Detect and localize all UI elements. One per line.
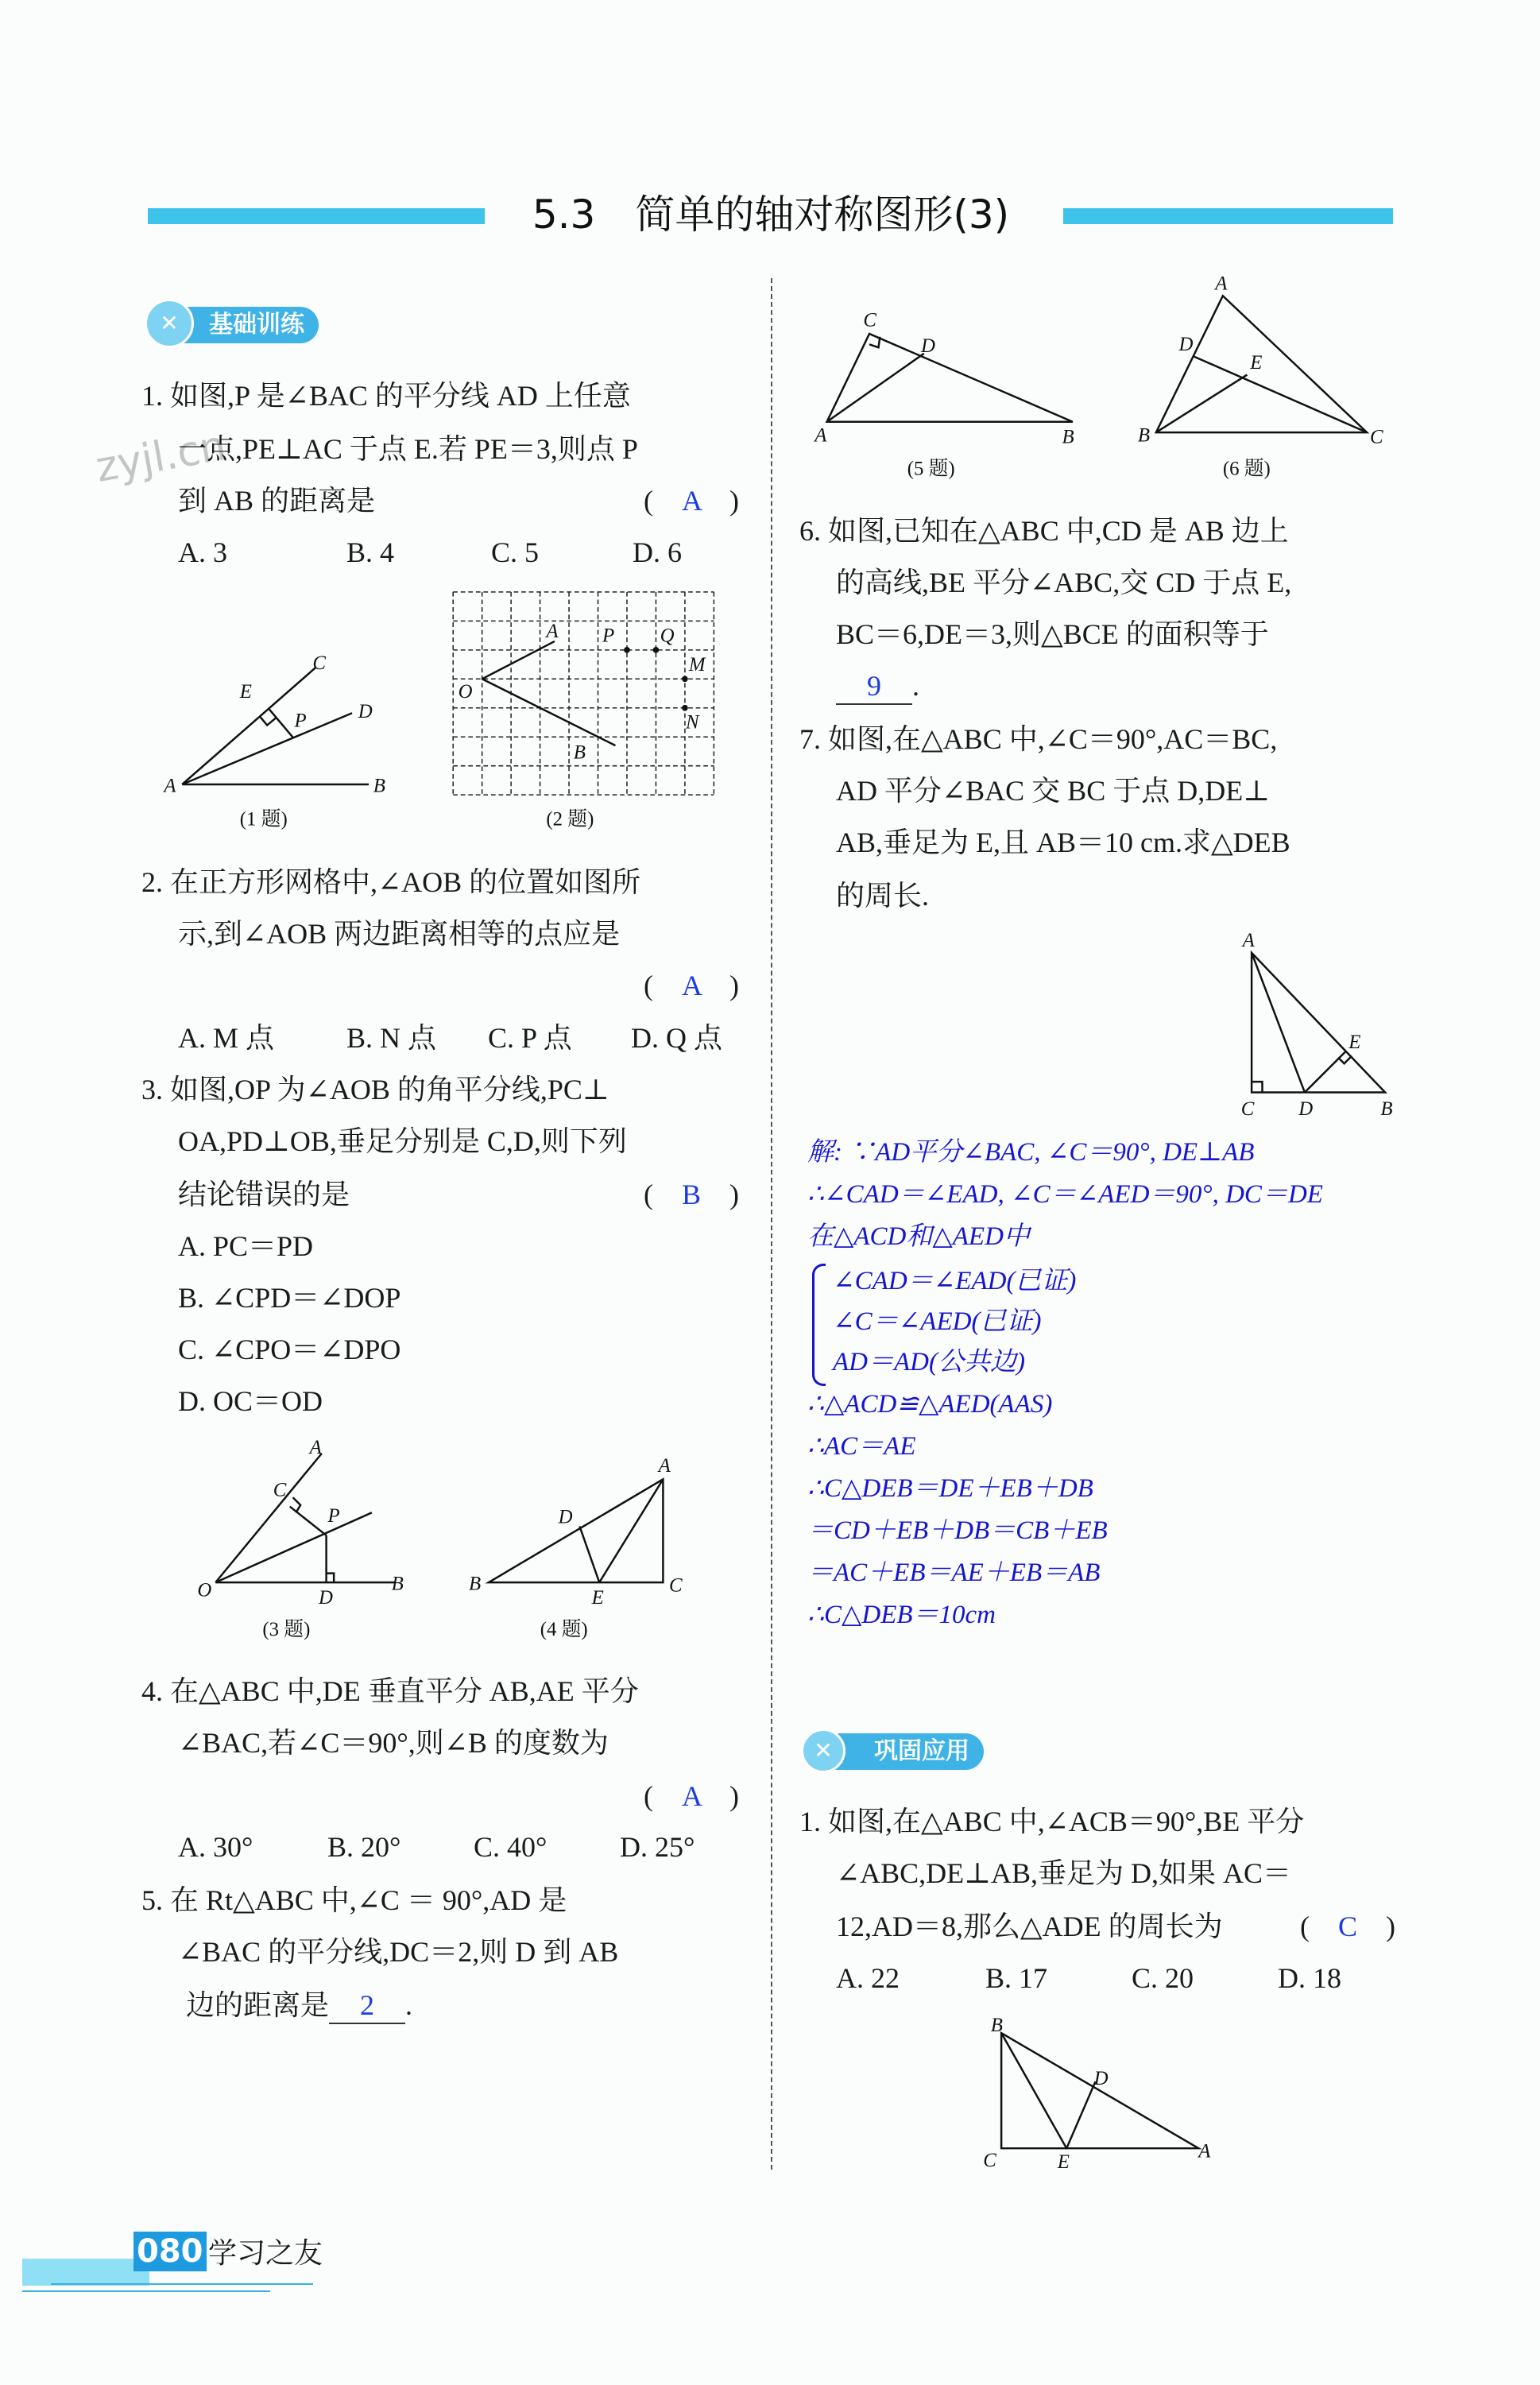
- answer: A: [682, 485, 702, 517]
- section-badge-basic: 基础训练: [171, 307, 319, 343]
- label: E: [239, 681, 252, 703]
- q4-option: A. 30°: [178, 1831, 253, 1863]
- q2-option: B. N 点: [346, 1022, 437, 1054]
- column-divider: [771, 278, 772, 2170]
- q4-option: C. 40°: [474, 1831, 548, 1863]
- label: D: [358, 700, 373, 722]
- page-title: 5.3 简单的轴对称图形(3): [532, 192, 1010, 238]
- label: B: [391, 1573, 404, 1595]
- label: B: [1380, 1098, 1393, 1121]
- title-bar-right: [1063, 208, 1393, 224]
- label: A: [1198, 2140, 1211, 2162]
- caption: (3 题): [262, 1618, 311, 1640]
- x-icon: ✕: [145, 299, 194, 348]
- q4-answer: ( A ): [644, 1780, 740, 1812]
- b1-answer: ( C ): [1300, 1911, 1396, 1942]
- b1-option: B. 17: [985, 1962, 1048, 1994]
- label: C: [1240, 1098, 1255, 1121]
- label: E: [1057, 2151, 1070, 2174]
- q7-line: 7. 如图,在△ABC 中,∠C＝90°,AC＝BC,: [799, 723, 1278, 755]
- caption: (1 题): [239, 808, 288, 830]
- q4-option: B. 20°: [327, 1831, 401, 1863]
- solution-line: ∴△ACD≌△AED(AAS): [807, 1390, 1053, 1419]
- q1-answer: ( A ): [644, 485, 740, 517]
- q2-option: D. Q 点: [631, 1022, 722, 1054]
- solution-line: ∴∠CAD＝∠EAD, ∠C＝∠AED＝90°, DC＝DE: [807, 1180, 1323, 1209]
- label: M: [688, 653, 706, 676]
- q4-option: D. 25°: [620, 1831, 695, 1863]
- q3-option: B. ∠CPD＝∠DOP: [178, 1282, 401, 1314]
- label: A: [658, 1454, 671, 1477]
- label: O: [458, 681, 473, 703]
- label: D: [920, 335, 935, 357]
- solution-line: ∠CAD＝∠EAD(已证): [833, 1267, 1077, 1295]
- label: C: [863, 309, 876, 331]
- figure-4: [469, 1455, 683, 1640]
- b1-option: D. 18: [1278, 1962, 1341, 1994]
- label: A: [1215, 273, 1228, 295]
- label: D: [319, 1586, 333, 1609]
- q5-answer-blank: 2: [329, 1988, 405, 2024]
- b1-line: 1. 如图,在△ABC 中,∠ACB＝90°,BE 平分: [799, 1806, 1305, 1837]
- label: B: [469, 1573, 482, 1595]
- answer: A: [682, 1780, 702, 1812]
- label: B: [573, 741, 586, 764]
- solution-line: AD＝AD(公共边): [833, 1348, 1025, 1376]
- caption: (5 题): [907, 458, 955, 480]
- figure-3: [197, 1437, 404, 1640]
- label: E: [591, 1586, 604, 1609]
- q1-line: 1. 如图,P 是∠BAC 的平分线 AD 上任意: [141, 380, 631, 412]
- q4-line: ∠BAC,若∠C＝90°,则∠B 的度数为: [178, 1727, 609, 1759]
- b1-line: 12,AD＝8,那么△ADE 的周长为: [836, 1911, 1223, 1942]
- q2-line: 示,到∠AOB 两边距离相等的点应是: [178, 918, 621, 950]
- label: P: [602, 625, 615, 647]
- q2-option: A. M 点: [178, 1022, 275, 1054]
- q6-line: 的高线,BE 平分∠ABC,交 CD 于点 E,: [836, 567, 1292, 598]
- page-number: 080: [133, 2232, 207, 2271]
- section-badge-apply: 巩固应用: [834, 1733, 984, 1770]
- label: D: [1093, 2068, 1109, 2090]
- q1-line: 一点,PE⊥AC 于点 E.若 PE＝3,则点 P: [178, 433, 638, 465]
- label: B: [1137, 424, 1151, 447]
- q1-option: A. 3: [178, 536, 227, 568]
- q6-line: BC＝6,DE＝3,则△BCE 的面积等于: [836, 618, 1269, 650]
- solution-line: ＝AC＋EB＝AE＋EB＝AB: [807, 1558, 1101, 1587]
- q5-text: 边的距离是: [186, 1989, 330, 2021]
- solution-line: 解: ∵AD平分∠BAC, ∠C＝90°, DE⊥AB: [807, 1138, 1255, 1167]
- label: A: [309, 1436, 322, 1458]
- title-bar-left: [148, 208, 485, 224]
- label: E: [1250, 351, 1263, 374]
- label: A: [164, 775, 176, 797]
- q2-answer: ( A ): [644, 970, 740, 1001]
- label: B: [1062, 426, 1074, 448]
- caption: (4 题): [540, 1618, 588, 1640]
- solution-line: ＝CD＋EB＋DB＝CB＋EB: [807, 1516, 1108, 1545]
- watermark: zyjl.cn: [92, 422, 230, 492]
- answer: B: [682, 1179, 702, 1210]
- label: Q: [660, 625, 675, 647]
- q1-option: D. 6: [633, 536, 682, 568]
- q5-line: ∠BAC 的平分线,DC＝2,则 D 到 AB: [178, 1936, 619, 1968]
- label: E: [1348, 1032, 1361, 1054]
- label: C: [669, 1574, 683, 1597]
- caption: (6 题): [1222, 458, 1271, 480]
- x-icon: ✕: [801, 1729, 845, 1773]
- q5-line: 5. 在 Rt△ABC 中,∠C ＝ 90°,AD 是: [141, 1884, 567, 1916]
- q6-line: 9 .: [836, 668, 919, 705]
- b1-line: ∠ABC,DE⊥AB,垂足为 D,如果 AC＝: [836, 1857, 1292, 1889]
- label: A: [1242, 930, 1255, 952]
- footer-brand: 学习之友: [208, 2237, 323, 2269]
- b1-option: A. 22: [836, 1962, 900, 1994]
- label: D: [1298, 1098, 1314, 1121]
- q2-line: 2. 在正方形网格中,∠AOB 的位置如图所: [141, 866, 641, 898]
- q3-option: C. ∠CPO＝∠DPO: [178, 1334, 401, 1365]
- answer: C: [1338, 1911, 1358, 1942]
- answer: A: [682, 970, 702, 1001]
- q3-line: 3. 如图,OP 为∠AOB 的角平分线,PC⊥: [141, 1074, 609, 1105]
- label: C: [273, 1479, 287, 1501]
- q3-line: 结论错误的是: [178, 1179, 350, 1210]
- q2-option: C. P 点: [488, 1022, 572, 1054]
- q6-line: 6. 如图,已知在△ABC 中,CD 是 AB 边上: [799, 515, 1289, 547]
- q7-line: 的周长.: [836, 880, 930, 912]
- label: C: [983, 2150, 996, 2172]
- label: D: [558, 1506, 573, 1528]
- q1-option: C. 5: [491, 536, 540, 568]
- label: C: [1370, 426, 1383, 448]
- solution-line: 在△ACD和△AED中: [807, 1222, 1030, 1251]
- q1-option: B. 4: [346, 536, 395, 568]
- label: P: [294, 710, 307, 732]
- q3-option: A. PC＝PD: [178, 1230, 314, 1262]
- label: A: [546, 620, 559, 642]
- label: D: [1178, 333, 1194, 355]
- label: P: [327, 1504, 340, 1527]
- footer-rule: [22, 2290, 270, 2292]
- solution-line: ∴AC＝AE: [807, 1432, 916, 1461]
- label: B: [373, 775, 385, 797]
- caption: (2 题): [546, 808, 594, 830]
- label: N: [686, 711, 699, 734]
- figure-1: [162, 652, 385, 830]
- label: C: [312, 652, 326, 674]
- solution-line: ∠C＝∠AED(已证): [833, 1307, 1042, 1336]
- figure-8: [983, 2015, 1211, 2173]
- q7-line: AB,垂足为 E,且 AB＝10 cm.求△DEB: [836, 827, 1290, 858]
- q1-line: 到 AB 的距离是: [178, 485, 376, 517]
- q4-line: 4. 在△ABC 中,DE 垂直平分 AB,AE 平分: [141, 1675, 639, 1707]
- q3-answer: ( B ): [644, 1179, 740, 1210]
- solution-line: ∴C△DEB＝10cm: [807, 1601, 996, 1629]
- footer-rule: [51, 2283, 313, 2285]
- label: O: [197, 1579, 212, 1601]
- brace: [812, 1264, 826, 1386]
- label: B: [990, 2015, 1003, 2037]
- footer-stripe: [22, 2259, 149, 2286]
- figure-7: [1241, 930, 1393, 1120]
- q3-option: D. OC＝OD: [178, 1385, 323, 1417]
- figure-5: [813, 309, 1074, 479]
- label: A: [814, 424, 827, 447]
- q5-line: 边的距离是 2 .: [186, 1988, 412, 2024]
- solution-line: ∴C△DEB＝DE＋EB＋DB: [807, 1474, 1093, 1503]
- q7-line: AD 平分∠BAC 交 BC 于点 D,DE⊥: [836, 775, 1271, 807]
- b1-option: C. 20: [1132, 1962, 1194, 1994]
- figure-2: [453, 592, 714, 830]
- figure-6: [1138, 273, 1383, 480]
- q3-line: OA,PD⊥OB,垂足分别是 C,D,则下列: [178, 1125, 627, 1157]
- q6-answer-blank: 9: [836, 668, 912, 705]
